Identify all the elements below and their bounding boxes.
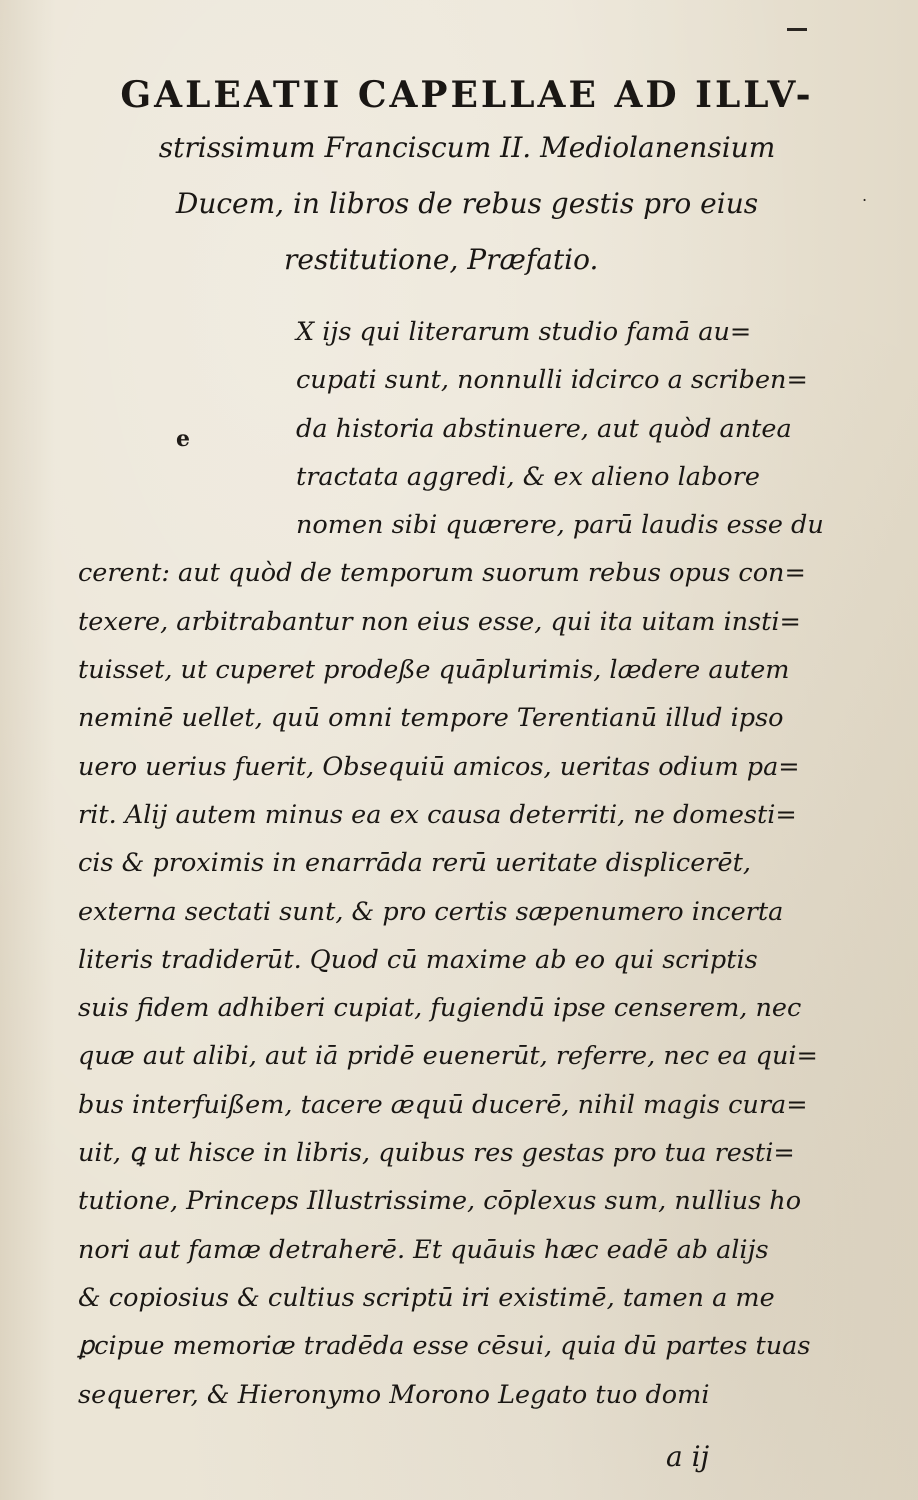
body-line: tractata aggredi, & ex alieno labore [296,461,760,492]
body-line: rit. Alij autem minus ea ex causa deterriti, ne domesti= [78,799,797,830]
body-line: externa sectati sunt, & pro certis sæpenumero incerta [78,896,784,927]
body-text [78,308,858,1419]
body-line: cis & proximis in enarrāda rerū ueritate displicerēt, [78,848,751,879]
margin-smudge-letter: e [176,426,190,452]
body-line: tutione, Princeps Illustrissime, cōplexus sum, nullius ho [78,1186,802,1217]
body-line: literis tradiderūt. Quod cū maxime ab eo qui scriptis [78,944,758,975]
heading-line-2: strissimum Franciscum II. Mediolanensium [158,131,776,164]
body-line: bus interfuißem, tacere æquū ducerē, nihil magis cura= [78,1089,808,1120]
heading-line-4: restitutione, Præfatio. [284,243,599,276]
body-line: nomen sibi quærere, parū laudis esse du [296,510,824,541]
body-line: & copiosius & cultius scriptū iri existimē, tamen a me [78,1282,775,1313]
body-line: cerent: aut quòd de temporum suorum rebus opus con= [78,558,806,589]
top-dash-mark [787,28,807,31]
body-line: nori aut famæ detraherē. Et quāuis hæc eadē ab alijs [78,1234,769,1265]
body-line: sequerer, & Hieronymo Morono Legato tuo domi [78,1379,710,1410]
body-line: uero uerius fuerit, Obsequiū amicos, ueritas odium pa= [78,751,800,782]
body-line: uit, ꝗ ut hisce in libris, quibus res gestas pro tua resti= [78,1138,795,1169]
body-line: suis fidem adhiberi cupiat, fugiendū ipse censerem, nec [78,993,802,1024]
body-line: cupati sunt, nonnulli idcirco a scriben= [296,365,808,396]
signature-mark: a ij [666,1440,710,1473]
body-line: da historia abstinuere, aut quòd antea [296,413,792,444]
stray-dot-mark: . [862,186,868,205]
body-line: texere, arbitrabantur non eius esse, qui ita uitam insti= [78,606,801,637]
heading-line-3: Ducem, in libros de rebus gestis pro eius [175,187,759,220]
body-line: X ijs qui literarum studio famā au= [296,317,752,347]
chapter-heading [72,70,862,288]
body-line: ꝑcipue memoriæ tradēda esse cēsui, quia dū partes tuas [78,1331,811,1362]
body-line: neminē uellet, quū omni tempore Terentianū illud ipso [78,703,784,734]
body-line: quæ aut alibi, aut iā pridē euenerūt, referre, nec ea qui= [78,1041,818,1072]
heading-line-1: GALEATII CAPELLAE AD ILLV- [120,74,814,116]
body-line: tuisset, ut cuperet prodeße quāplurimis, lædere autem [78,655,790,686]
